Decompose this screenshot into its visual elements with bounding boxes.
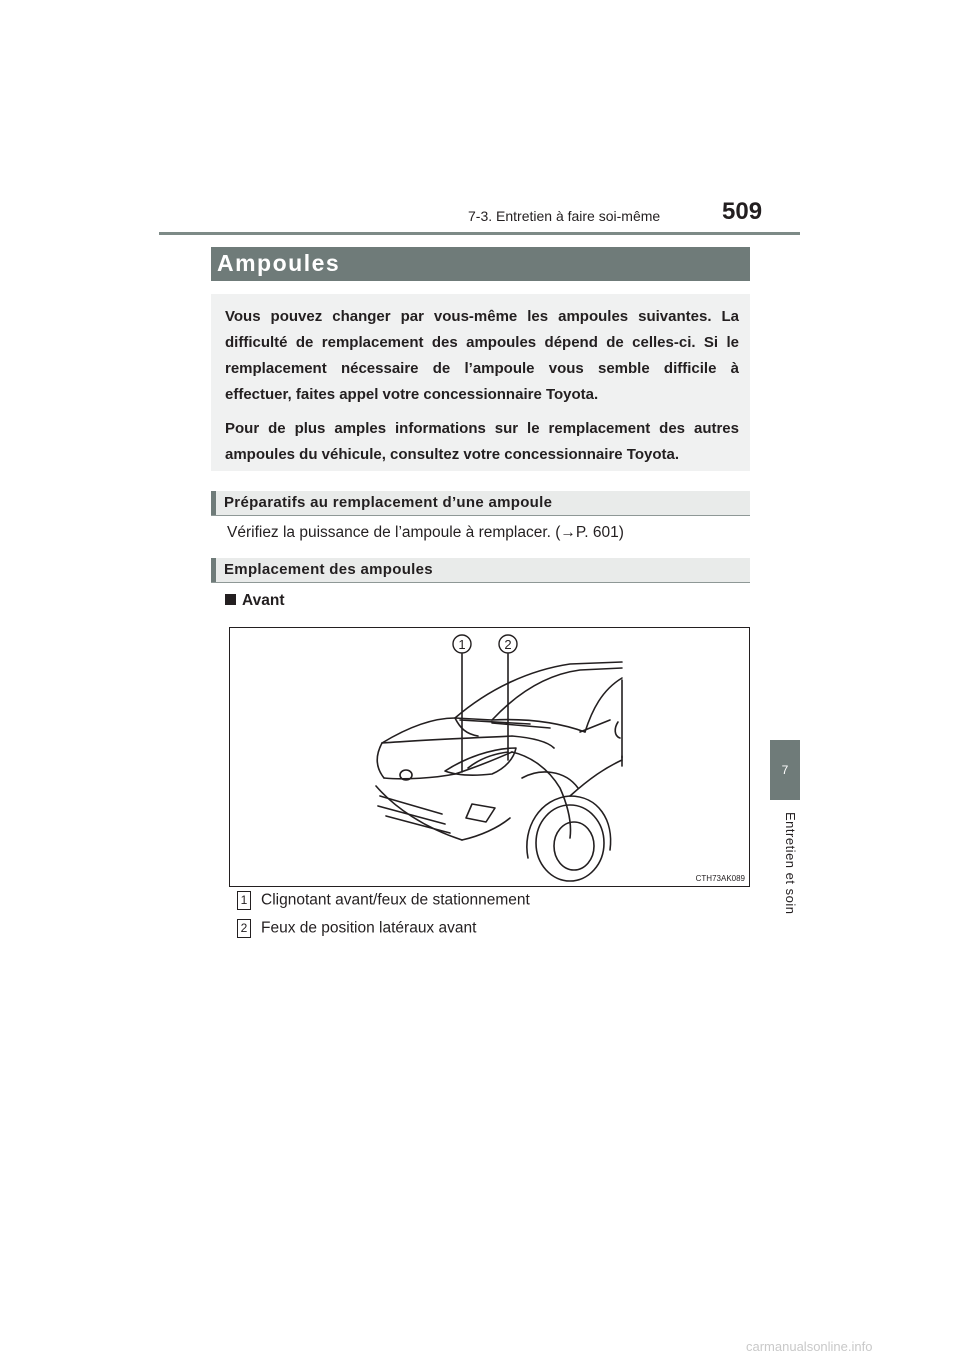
intro-paragraph: Pour de plus amples informations sur le remplacement des autres ampoules du véhicule, consultez votre concessionnaire Toyota. [225, 420, 739, 463]
chapter-number: 7 [781, 763, 789, 777]
callout-2: 2 [504, 637, 512, 652]
legend-text: Feux de position latéraux avant [261, 919, 477, 937]
section-heading-preparation [211, 491, 750, 516]
legend-item [237, 891, 530, 911]
section-heading-location [211, 558, 750, 583]
watermark-text: carmanualsonline.info [746, 1339, 873, 1354]
page-title: Ampoules [217, 250, 341, 276]
callout-1: 1 [458, 637, 466, 652]
intro-box [211, 294, 750, 471]
legend-item [237, 919, 476, 939]
chapter-label: Entretien et soin [783, 812, 798, 915]
section-title: 7-3. Entretien à faire soi-même [468, 208, 661, 224]
front-subheading-text: Avant [242, 592, 285, 609]
header-divider [159, 232, 800, 235]
page-number: 509 [722, 198, 763, 225]
square-bullet-icon [225, 594, 236, 605]
front-subheading [225, 592, 285, 610]
page-title-bar [211, 247, 750, 281]
car-front-illustration [229, 627, 750, 887]
preparation-text: Vérifiez la puissance de l’ampoule à remplacer. (→P. 601) [227, 524, 624, 541]
intro-paragraph: Vous pouvez changer par vous-même les ampoules suivantes. La difficulté de remplacement des ampoules dépend de celles-ci. Si le remplacement nécessaire de l’ampoule vous semble difficile à effectuer, faites appel votre concessionnaire Toyota. [225, 308, 739, 403]
chapter-tab[interactable] [770, 740, 800, 800]
section-heading-text: Préparatifs au remplacement d’une ampoule [224, 494, 553, 511]
figure-code: CTH73AK089 [695, 874, 745, 883]
car-drawing [230, 628, 749, 886]
legend-text: Clignotant avant/feux de stationnement [261, 891, 530, 909]
section-heading-text: Emplacement des ampoules [224, 561, 433, 578]
legend-number: 1 [237, 891, 251, 910]
legend-number: 2 [237, 919, 251, 938]
